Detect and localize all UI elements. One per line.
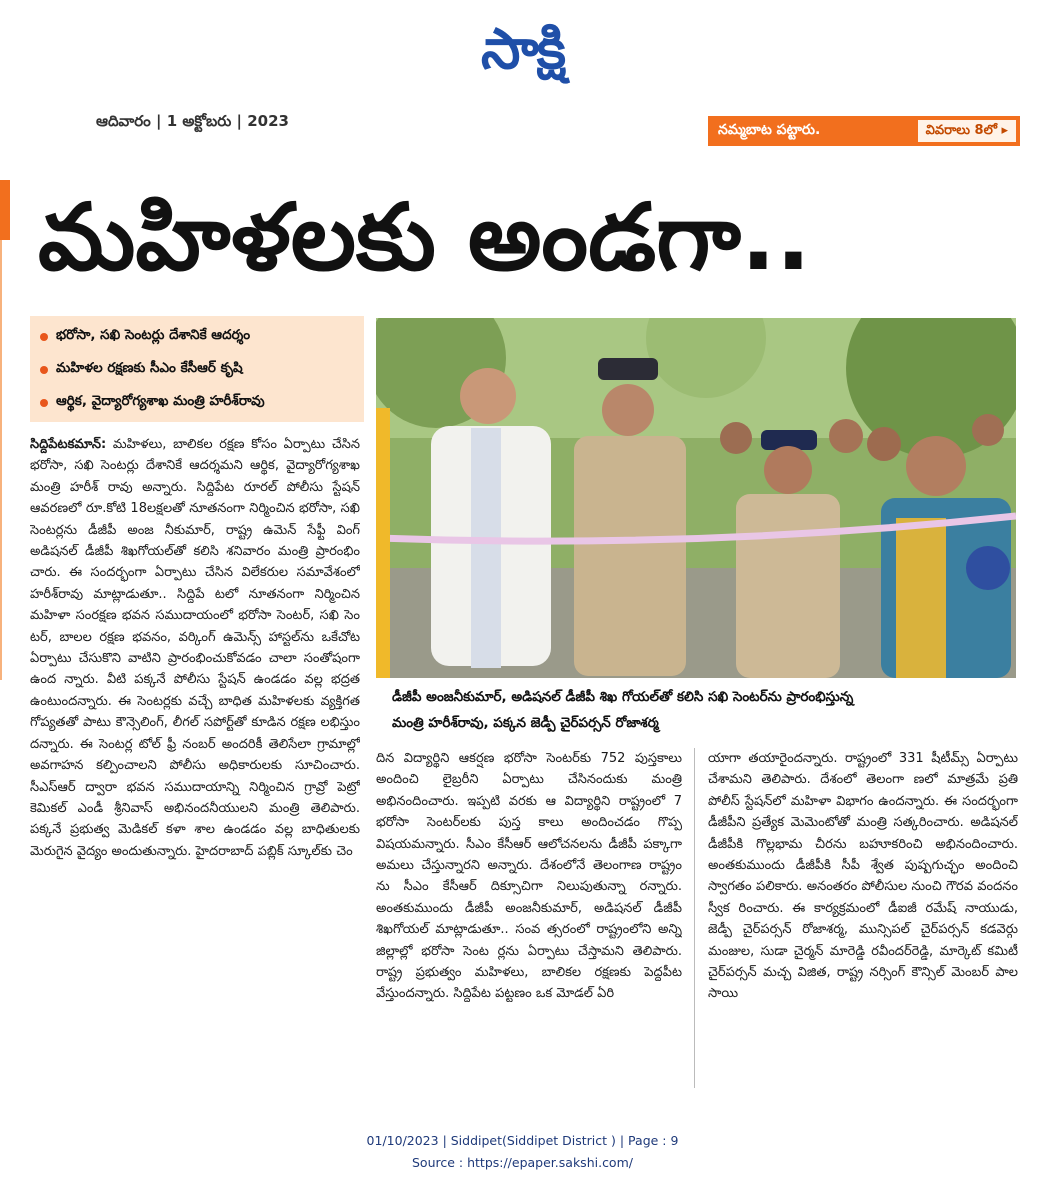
caption-line: మంత్రి హరీశ్‌రావు, పక్కన జెడ్పీ చైర్‌పర్సన్ రోజాశర్మ: [392, 715, 659, 731]
highlight-item: ఆర్థిక, వైద్యారోగ్యశాఖ మంత్రి హరీశ్‌రావు: [30, 386, 364, 419]
issue-dateline: ఆదివారం | 1 అక్టోబరు | 2023: [96, 112, 289, 130]
edge-accent: [0, 180, 10, 240]
article-dateline: సిద్దిపేటకమాన్:: [30, 437, 107, 452]
edge-rule: [0, 240, 2, 680]
highlights-box: [30, 316, 364, 422]
photo-caption: [392, 684, 1012, 736]
highlight-item: మహిళల రక్షణకు సీఎం కేసీఆర్ కృషి: [30, 353, 364, 386]
article-column-2: దిన విద్యార్థిని ఆకర్షణ భరోసా సెంటర్‌కు 752 పుస్తకాలు అందించి లైబ్రరీని ఏర్పాటు చేసినందుకు మంత్రి అభినందించారు. ఇప్పటి వరకు ఆ విద్యార్థిని రాష్ట్రంలో 7 భరోసా సెంటర్‌లకు పుస్త కాలు అందించడం గొప్ప విషయమన్నారు. సీఎం కేసీఆర్ ఆలోచనలను డీజీపీ పక్కాగా అమలు చేస్తున్నారని అన్నారు. దేశంలోనే తెలంగాణ రాష్ట్రం ను సీఎం కేసీఆర్ దిక్సూచిగా నిలుపుతున్నా రన్నారు. అంతకుముందు డీజీపీ అంజనీకుమార్, అడిషనల్ డీజీపీ శిఖగోయల్ మాట్లాడుతూ.. సంవ త్సరంలో రాష్ట్రంలోని అన్ని జిల్లాల్లో భరోసా సెంట ర్లను ఏర్పాటు చేస్తామని తెలిపారు. రాష్ట్ర ప్రభుత్వం మహిళలు, బాలికల రక్షణకు పెద్దపీట వేస్తుందన్నారు. సిద్దిపేట పట్టణం ఒక మోడల్ ఏరి: [376, 751, 682, 1002]
article-text: మహిళలు, బాలికల రక్షణ కోసం ఏర్పాటు చేసిన భరోసా, సఖి సెంటర్లు దేశానికే ఆదర్శమని ఆర్థిక, వైద్యారోగ్యశాఖ మంత్రి హరీశ్ రావు అన్నారు. సిద్దిపేట రూరల్ పోలీసు స్టేషన్ ఆవరణలో రూ.కోటి 18లక్షలతో నూతనంగా నిర్మించిన భరోసా, సఖి సెంటర్లను డీజీపీ అంజ నీకుమార్, రాష్ట్ర ఉమెన్ సేఫ్టీ వింగ్ అడిషనల్ డీజీపీ శిఖగోయల్‌తో కలిసి శనివారం మంత్రి ప్రారంభిం చారు. ఈ సందర్భంగా ఏర్పాటు చేసిన విలేకరుల సమావేశంలో హరీశ్‌రావు మాట్లాడుతూ.. సిద్దిపే టలో నూతనంగా నిర్మించిన మహిళా సంరక్షణ భవన సముదాయంలో భరోసా సెంటర్, సఖి సెం టర్, బాలల రక్షణ భవనం, వర్కింగ్ ఉమెన్స్ హాస్టల్‌ను ఒకేచోట ఏర్పాటు చేసుకొని వాటిని ప్రారంభించుకోవడం చాలా సంతోషంగా ఉంద న్నారు. వీటి పక్కనే పోలీసు స్టేషన్ ఉండడం వల్ల భద్రత ఉంటుందన్నారు. ఈ సెంటర్లకు వచ్చే బాధిత మహిళలకు వ్యక్తిగత గోప్యతతో పాటు కౌన్సెలింగ్, లీగల్ సపోర్ట్‌తో కూడిన రక్షణ లభిస్తుం దన్నారు. ఈ సెంటర్ల టోల్ ఫ్రీ నంబర్ అందరికీ తెలిసేలా గ్రామాల్లో అవగాహన కల్పించాలని పోలీసు అధికారులకు సూచించారు. సీఎస్ఆర్ ద్వారా భవన సముదాయాన్ని నిర్మించిన గ్రావ్రో పెట్రో కెమికల్ ఎండీ శ్రీనివాస్ అభినందనీయులని మంత్రి తెలిపారు. పక్కనే ప్రభుత్వ మెడికల్ కళా శాల ఉండడం వల్ల బాధితులకు మెరుగైన వైద్యం అందుతున్నారు. హైదరాబాద్ పబ్లిక్ స్కూల్‌కు చెం: [30, 437, 360, 859]
column-divider: [694, 748, 695, 1088]
bullet-icon: [40, 399, 48, 407]
teaser-link[interactable]: వివరాలు 8లో ▸: [918, 120, 1016, 142]
news-photo: [376, 318, 1016, 678]
article-column-1: [30, 434, 360, 1094]
caption-line: డీజీపీ అంజనీకుమార్, అడిషనల్ డీజీపీ శిఖ గోయల్‌తో కలిసి సఖి సెంటర్‌ను ప్రారంభిస్తున్న: [392, 689, 854, 705]
article-column-3: యాగా తయారైందన్నారు. రాష్ట్రంలో 331 షీటీమ్స్ ఏర్పాటు చేశామని తెలిపారు. దేశంలో తెలంగా ణలో మాత్రమే ప్రతి పోలీస్ స్టేషన్‌లో మహిళా విభాగం ఉందన్నారు. ఈ సందర్భంగా డీజీపీని ప్రత్యేక మెమెంటోతో మంత్రి సత్కరించారు. అడిషనల్ డీజీపీకి గొల్లభామ చీరను బహూకరించి అభినందించారు. అంతకుముందు డీజీపీకి సీపీ శ్వేత పుష్పగుచ్ఛం అందించి స్వాగతం పలికారు. అనంతరం పోలీసుల నుంచి గౌరవ వందనం స్వీక రించారు. ఈ కార్యక్రమంలో డీఐజీ రమేష్ నాయుడు, జెడ్పీ చైర్‌పర్సన్ రోజాశర్మ, మున్సిపల్ చైర్‌పర్సన్ కడవెర్గు మంజుల, సుడా చైర్మన్ మారెడ్డి రవీందర్‌రెడ్డి, మార్కెట్ కమిటీ చైర్‌పర్సన్ మచ్చ విజిత, రాష్ట్ర నర్సింగ్ కౌన్సిల్ మెంబర్ పాల సాయి: [708, 751, 1018, 1002]
bullet-icon: [40, 333, 48, 341]
edition-info: 01/10/2023 | Siddipet(Siddipet District ) | Page : 9: [366, 1133, 679, 1148]
masthead-logo: సాక్షి: [481, 17, 564, 82]
highlight-item: భరోసా, సఖి సెంటర్లు దేశానికే ఆదర్శం: [30, 320, 364, 353]
teaser-banner[interactable]: [708, 116, 1020, 146]
headline: మహిళలకు అండగా..: [38, 184, 811, 291]
bullet-icon: [40, 366, 48, 374]
teaser-text: నమ్మబాట పట్టారు.: [718, 121, 821, 138]
source-link[interactable]: Source : https://epaper.sakshi.com/: [412, 1155, 633, 1170]
